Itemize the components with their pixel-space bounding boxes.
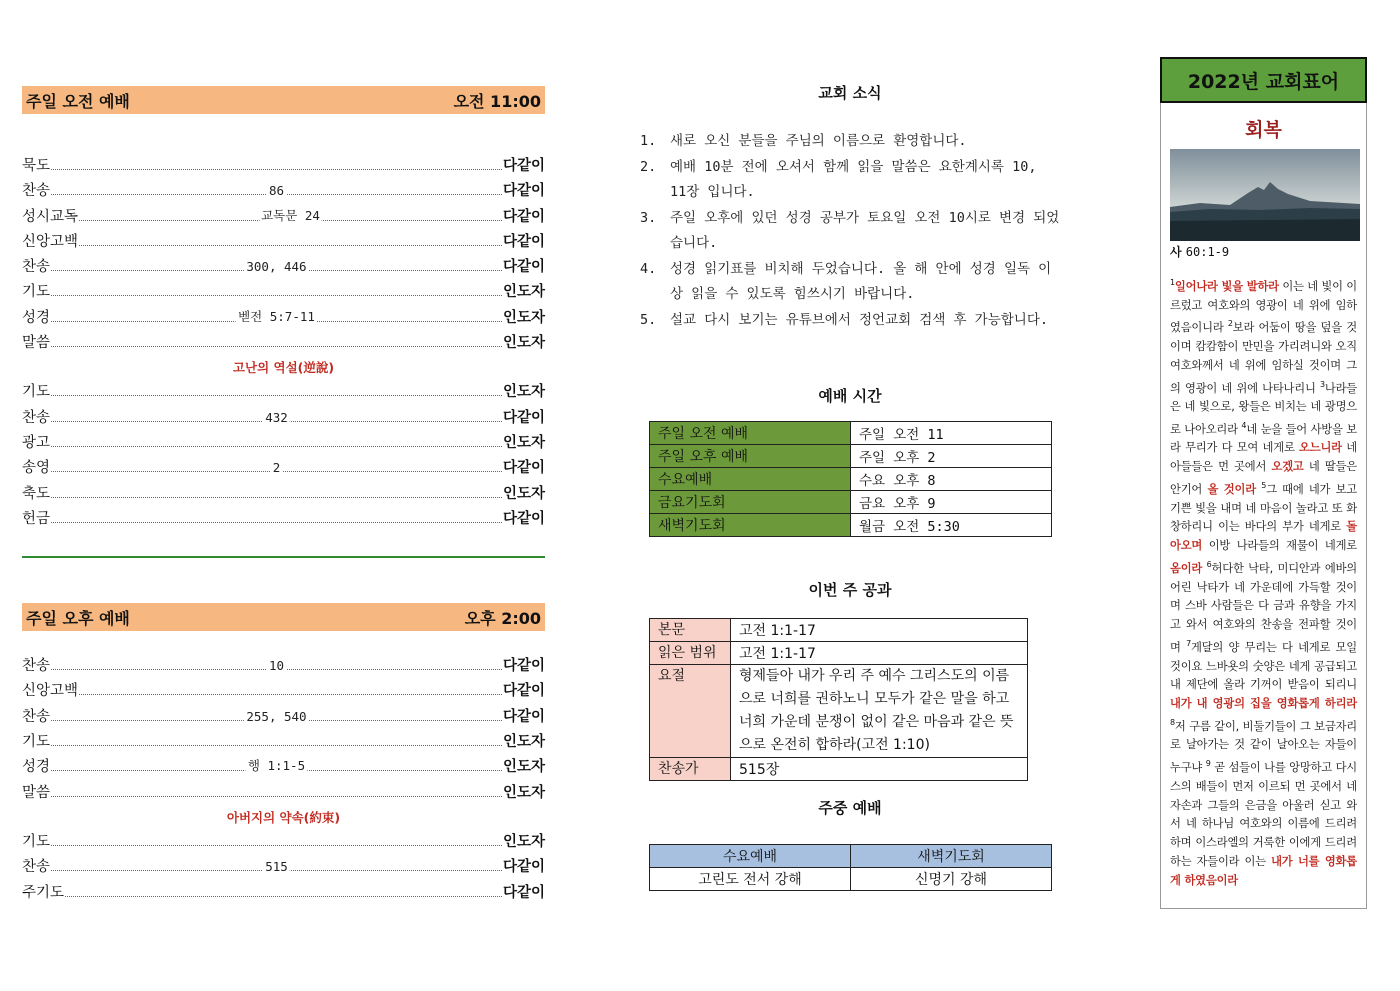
lesson-key: 읽은 범위 [650, 642, 731, 665]
news-list [640, 129, 1060, 333]
worship-times-table [649, 421, 1052, 537]
order-item-role: 다같이 [502, 208, 545, 225]
order-item [22, 456, 545, 481]
dot-leader [51, 658, 502, 674]
order-item [22, 380, 545, 405]
morning-order-list-2 [22, 380, 545, 532]
lesson-value: 고전 1:1-17 [731, 619, 1028, 642]
worship-name: 수요예배 [650, 468, 851, 491]
midweek-value-wednesday: 고린도 전서 강해 [650, 868, 851, 891]
order-item-label: 기도 [22, 833, 51, 850]
order-item-role: 인도자 [502, 335, 545, 352]
afternoon-service-title: 주일 오후 예배 [26, 608, 130, 628]
order-item-role: 인도자 [502, 309, 545, 326]
lesson-key: 요절 [650, 665, 731, 758]
dot-leader [51, 460, 502, 476]
order-item [22, 306, 545, 331]
dot-leader [51, 859, 502, 875]
order-item-detail: 교독문 24 [261, 207, 320, 223]
order-item-role: 인도자 [502, 833, 545, 850]
order-item-role: 다같이 [502, 259, 545, 276]
afternoon-sermon-title: 아버지의 약속(約束) [226, 809, 341, 825]
lesson-value: 형제들아 내가 우리 주 예수 그리스도의 이름으로 너희를 권하노니 모두가 같은 말을 하고 너희 가운데 분쟁이 없이 같은 마음과 같은 뜻으로 온전히 합하라(고전 1:10) [731, 665, 1028, 758]
order-item-label: 찬송 [22, 409, 51, 426]
dot-leader [51, 394, 502, 396]
order-item-detail: 255, 540 [246, 708, 307, 724]
order-item-label: 광고 [22, 434, 51, 451]
news-item-text: 새로 오신 분들을 주님의 이름으로 환영합니다. [670, 133, 967, 149]
dot-leader [51, 521, 502, 523]
news-title: 교회 소식 [818, 84, 882, 102]
order-item-detail: 86 [268, 183, 285, 199]
order-item-label: 주기도 [22, 884, 65, 901]
dot-leader [79, 693, 502, 695]
order-item-role: 다같이 [502, 859, 545, 876]
worship-time-row [650, 422, 1052, 445]
midweek-value-dawn: 신명기 강해 [851, 868, 1052, 891]
midweek-table [649, 844, 1052, 891]
order-item [22, 406, 545, 431]
order-item [22, 730, 545, 755]
order-item-role: 인도자 [502, 784, 545, 801]
order-item [22, 881, 545, 906]
order-item-role: 다같이 [502, 158, 545, 174]
order-item-label: 기도 [22, 734, 51, 751]
worship-times-title: 예배 시간 [818, 387, 882, 405]
order-item-role: 다같이 [502, 183, 545, 200]
news-item-text: 주일 오후에 있던 성경 공부가 토요일 오전 10시로 변경 되었습니다. [670, 209, 1060, 251]
order-item [22, 154, 545, 179]
news-item [640, 129, 1060, 155]
scripture-verse: 60:1-9 [1185, 245, 1230, 259]
dot-leader [51, 758, 502, 774]
motto-panel [1160, 57, 1367, 909]
church-info [640, 0, 1060, 891]
order-item-detail: 300, 446 [246, 259, 307, 275]
order-item-label: 찬송 [22, 183, 51, 200]
dot-leader [51, 708, 502, 724]
worship-time: 월금 오전 5:30 [851, 514, 1052, 537]
worship-time-row [650, 491, 1052, 514]
news-item-text: 성경 읽기표를 비치해 두었습니다. 올 해 안에 성경 일독 이상 읽을 수 있도록 힘쓰시기 바랍니다. [670, 260, 1052, 302]
order-item [22, 331, 545, 356]
order-item [22, 255, 545, 280]
order-item-label: 찬송 [22, 708, 51, 725]
order-item-label: 찬송 [22, 658, 51, 675]
order-item [22, 431, 545, 456]
order-item-role: 다같이 [502, 409, 545, 426]
morning-service-time: 오전 11:00 [453, 91, 541, 111]
news-item [640, 206, 1060, 257]
order-item-role: 인도자 [502, 759, 545, 776]
order-item-label: 성시교독 [22, 208, 79, 225]
lesson-key: 찬송가 [650, 758, 731, 781]
mountain-landscape-image [1170, 149, 1360, 241]
order-item-role: 다같이 [502, 658, 545, 675]
dot-leader [51, 345, 502, 347]
order-of-worship [22, 0, 545, 906]
order-item-role: 인도자 [502, 485, 545, 502]
news-item-number: 1. [640, 133, 657, 149]
order-item-detail: 432 [265, 409, 288, 425]
news-item-text: 예배 10분 전에 오셔서 함께 읽을 말씀은 요한계시록 10, 11장 입니다. [670, 158, 1037, 200]
news-item [640, 308, 1060, 334]
lesson-row [650, 665, 1028, 758]
order-item [22, 179, 545, 204]
lesson-value: 515장 [731, 758, 1028, 781]
lesson-value: 고전 1:1-17 [731, 642, 1028, 665]
order-item-label: 송영 [22, 460, 51, 477]
dot-leader [51, 496, 502, 498]
order-item-label: 축도 [22, 485, 51, 502]
dot-leader [51, 259, 502, 275]
order-item-label: 찬송 [22, 259, 51, 276]
worship-name: 주일 오전 예배 [650, 422, 851, 445]
dot-leader [51, 308, 502, 324]
order-item-role: 다같이 [502, 708, 545, 725]
news-item [640, 257, 1060, 308]
news-item-text: 설교 다시 보기는 유튜브에서 정언교회 검색 후 가능합니다. [670, 311, 1049, 328]
dot-leader [51, 445, 502, 447]
scripture-text: $^1$일어나라 빛을 발하라 이는 네 빛이 이르렀고 여호와의 영광이 네 위에 임하였음이니라 $^2$보라 어둠이 땅을 덮을 것이며 캄캄함이 만민을 가리려니와 오직 여호와께서 네 위에 임하실 것이며 그의 영광이 네 위에 나타나리니 $^3$나라들은 네 빛으로, 왕들은 비치는 네 광명으로 나아오리라 $^4$네 눈을 들어 사방을 보라 무리가 다 모여 네게로 오느니라 네 아들들은 먼 곳에서 오겠고 네 딸들은 안기어 올 것이라 $^5$그 때에 네가 보고 기쁜 빛을 내며 네 마음이 놀라고 또 화창하리니 이는 바다의 부가 네게로 돌아오며 이방 나라들의 재물이 네게로 옴이라 $^6$허다한 낙타, 미디안과 에바의 어린 낙타가 네 가운데에 가득할 것이며 스바 사람들은 다 금과 유향을 가지고 와서 여호와의 찬송을 전파할 것이며 $^7$게달의 양 무리는 다 네게로 모일 것이요 느바욧의 숫양은 네게 공급되고 내 제단에 올라 기꺼이 받음이 되리니 내가 내 영광의 집을 영화롭게 하리라 $^8$저 구름 같이, 비둘기들이 그 보금자리로 날아가는 것 같이 날아오는 자들이 누구냐 $^9$ 곧 섬들이 나를 앙망하고 다시스의 배들이 먼저 이르되 먼 곳에서 네 자손과 그들의 은금을 아울러 싣고 와서 네 하나님 여호와의 이름에 드리려 하며 이스라엘의 거룩한 이에게 드리려 하는 자들이라 이는 내가 너를 영화롭게 하였음이라 [1170, 278, 1358, 887]
order-item-label: 신앙고백 [22, 233, 79, 250]
worship-name: 금요기도회 [650, 491, 851, 514]
order-item-role: 다같이 [502, 510, 545, 527]
news-item-number: 2. [640, 158, 657, 175]
afternoon-order-list-1 [22, 654, 545, 806]
order-item [22, 855, 545, 880]
order-item-label: 찬송 [22, 859, 51, 876]
dot-leader [51, 168, 502, 170]
order-item-detail: 행 1:1-5 [247, 758, 306, 774]
dot-leader [65, 895, 502, 897]
worship-time: 주일 오전 11 [851, 422, 1052, 445]
order-item-role: 인도자 [502, 284, 545, 301]
order-item-label: 묵도 [22, 158, 51, 174]
order-item-role: 다같이 [502, 683, 545, 700]
worship-time-row [650, 514, 1052, 537]
lesson-row [650, 619, 1028, 642]
worship-time: 수요 오후 8 [851, 468, 1052, 491]
morning-order-list-1 [22, 154, 545, 356]
motto-frame [1160, 103, 1367, 909]
scripture-reference [1170, 243, 1357, 260]
dot-leader [51, 744, 502, 746]
news-item-number: 3. [640, 209, 657, 226]
dot-leader [51, 844, 502, 846]
order-item-detail: 벧전 5:7-11 [238, 308, 315, 324]
midweek-header-dawn: 새벽기도회 [851, 845, 1052, 868]
order-item [22, 654, 545, 679]
order-item [22, 280, 545, 305]
order-item [22, 482, 545, 507]
worship-name: 새벽기도회 [650, 514, 851, 537]
morning-service-title: 주일 오전 예배 [26, 91, 130, 111]
dot-leader [51, 294, 502, 296]
order-item-label: 기도 [22, 284, 51, 301]
order-item-label: 성경 [22, 759, 51, 776]
worship-time: 금요 오후 9 [851, 491, 1052, 514]
worship-time: 주일 오후 2 [851, 445, 1052, 468]
morning-service-header [22, 86, 545, 114]
order-item [22, 781, 545, 806]
afternoon-order-list-2 [22, 830, 545, 906]
lesson-row [650, 642, 1028, 665]
news-item-number: 4. [640, 260, 657, 277]
order-item-role: 인도자 [502, 384, 545, 401]
order-item-role: 다같이 [502, 884, 545, 901]
motto-word: 회복 [1245, 119, 1282, 141]
order-item-label: 말씀 [22, 784, 51, 801]
order-item-detail: 515 [265, 859, 288, 875]
order-item [22, 755, 545, 780]
order-item-role: 인도자 [502, 434, 545, 451]
morning-sermon-title: 고난의 역설(逆說) [232, 360, 335, 376]
lesson-title: 이번 주 공과 [808, 581, 892, 599]
order-item-detail: 2 [272, 460, 281, 476]
afternoon-service-header [22, 603, 545, 631]
order-item [22, 679, 545, 704]
lesson-row [650, 758, 1028, 781]
news-item-number: 5. [640, 311, 657, 328]
order-item-role: 다같이 [502, 460, 545, 477]
order-item-detail: 10 [268, 658, 285, 674]
order-item-label: 말씀 [22, 335, 51, 352]
order-item [22, 230, 545, 255]
midweek-header-wednesday: 수요예배 [650, 845, 851, 868]
order-item-role: 인도자 [502, 734, 545, 751]
order-item [22, 507, 545, 532]
order-item-label: 헌금 [22, 510, 51, 527]
dot-leader [51, 183, 502, 199]
order-item [22, 830, 545, 855]
news-item [640, 155, 1060, 206]
worship-name: 주일 오후 예배 [650, 445, 851, 468]
dot-leader [51, 409, 502, 425]
lesson-key: 본문 [650, 619, 731, 642]
dot-leader [79, 244, 502, 246]
lesson-table [649, 618, 1028, 781]
worship-time-row [650, 445, 1052, 468]
dot-leader [51, 795, 502, 797]
motto-year-title: 2022년 교회표어 [1160, 57, 1367, 103]
dot-leader [79, 207, 502, 223]
worship-time-row [650, 468, 1052, 491]
order-item [22, 705, 545, 730]
scripture-book: 사 [1170, 245, 1182, 259]
order-item-label: 신앙고백 [22, 683, 79, 700]
order-item-label: 기도 [22, 384, 51, 401]
order-item [22, 205, 545, 230]
order-item-label: 성경 [22, 309, 51, 326]
midweek-title: 주중 예배 [818, 799, 882, 817]
order-item-role: 다같이 [502, 233, 545, 250]
afternoon-service-time: 오후 2:00 [464, 608, 541, 628]
